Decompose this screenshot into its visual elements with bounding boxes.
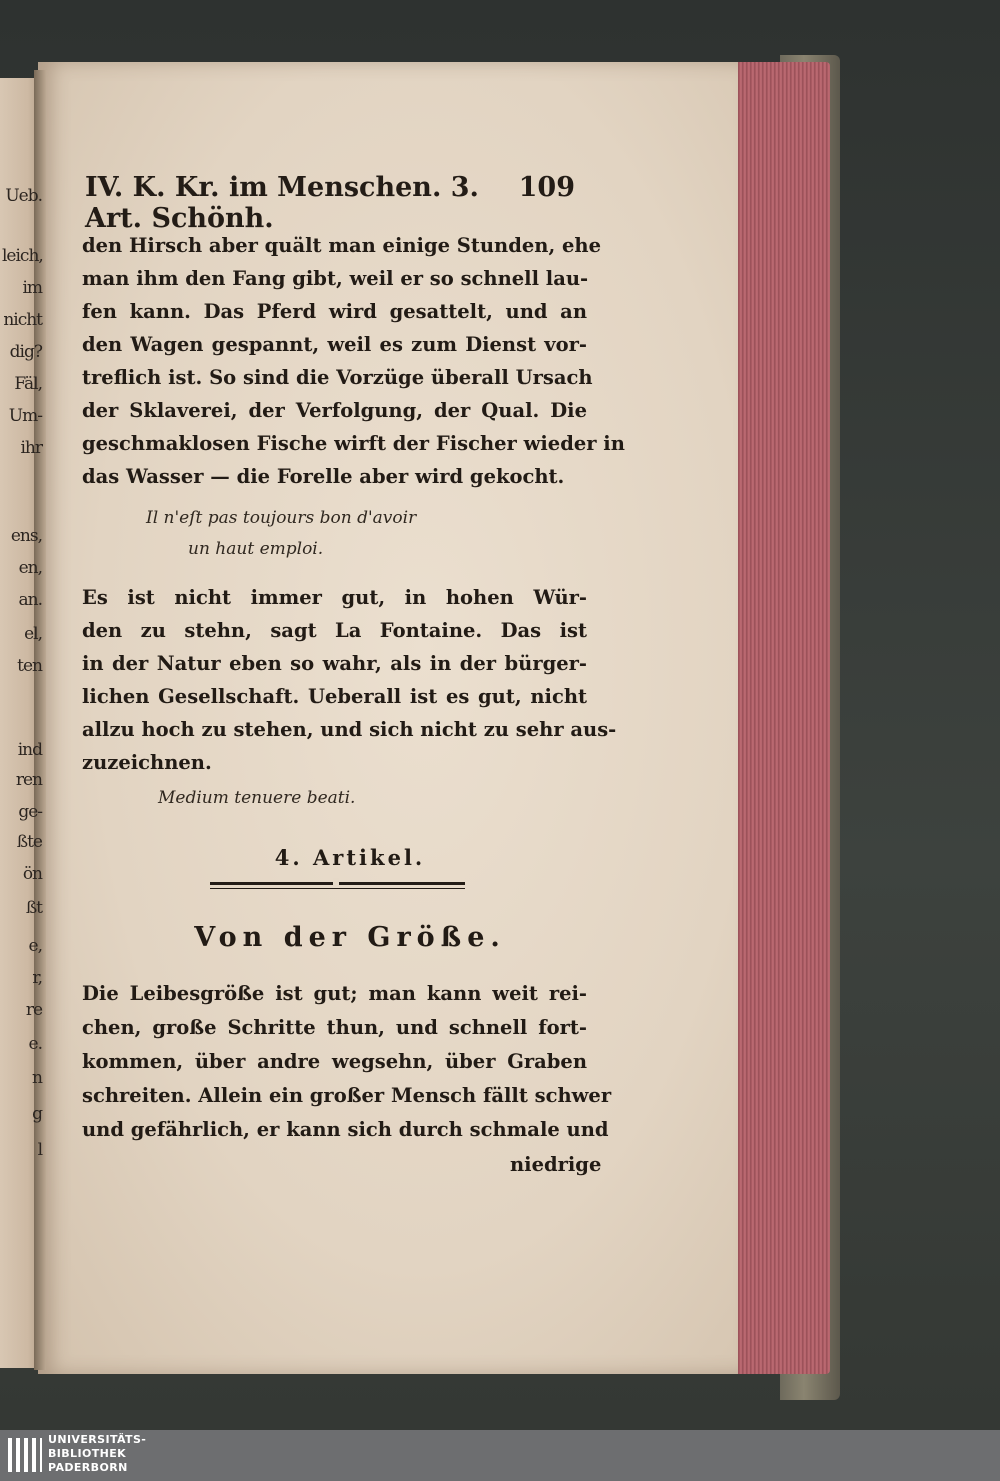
- logo-line-3: PADERBORN: [48, 1461, 128, 1474]
- text-line: das Wasser — die Forelle aber wird gekocht.: [82, 465, 565, 488]
- running-header: [85, 172, 575, 234]
- left-page-fragment: Um-: [8, 406, 42, 426]
- left-page-fragment: ge-: [18, 802, 42, 822]
- header-title: IV. K. Kr. im Menschen. 3. Art. Schönh.: [85, 172, 479, 234]
- logo-line-1: UNIVERSITÄTS-: [48, 1433, 147, 1446]
- left-page-fragment: e,: [28, 936, 42, 956]
- page-number: 109: [518, 172, 575, 203]
- text-line: fen kann. Das Pferd wird gesattelt, und an: [82, 300, 587, 323]
- section-title: Von der Größe.: [194, 922, 506, 953]
- left-page-fragment: an.: [18, 590, 42, 610]
- library-logo-text: [48, 1433, 146, 1475]
- heading-rule-gap: [333, 878, 339, 886]
- text-line: der Sklaverei, der Verfolgung, der Qual. Die: [82, 399, 587, 422]
- text-line: und gefährlich, er kann sich durch schmale und: [82, 1118, 609, 1141]
- text-line: Die Leibesgröße ist gut; man kann weit rei-: [82, 982, 587, 1005]
- left-page-fragment: ihr: [20, 438, 42, 458]
- text-line: zuzeichnen.: [82, 751, 212, 774]
- quote-french-line-2: un haut emploi.: [188, 539, 324, 559]
- text-line: chen, große Schritte thun, und schnell fort-: [82, 1016, 587, 1039]
- library-footer-bar: [0, 1430, 1000, 1481]
- article-heading: 4. Artikel.: [274, 845, 426, 870]
- left-page-fragment: im: [22, 278, 42, 298]
- text-line: allzu hoch zu stehen, und sich nicht zu sehr aus-: [82, 718, 617, 741]
- left-page-fragment: dig?: [9, 342, 42, 362]
- left-page-fragment: ön: [22, 864, 42, 884]
- text-line: den zu stehn, sagt La Fontaine. Das ist: [82, 619, 587, 642]
- left-page-fragment: ten: [17, 656, 42, 676]
- left-page-fragment: leich,: [2, 246, 43, 266]
- quote-french-line-1: Il n'eſt pas toujours bon d'avoir: [146, 508, 417, 528]
- library-logo-icon: [6, 1434, 44, 1476]
- left-page-fragment: n: [32, 1068, 42, 1088]
- left-page-fragment: e.: [28, 1034, 42, 1054]
- left-page-fragment: l: [37, 1140, 42, 1160]
- catchword: niedrige: [510, 1153, 602, 1176]
- text-line: den Wagen gespannt, weil es zum Dienst vor-: [82, 333, 587, 356]
- left-page-fragment: Fäl,: [14, 374, 42, 394]
- text-line: lichen Gesellschaft. Ueberall ist es gut, nicht: [82, 685, 587, 708]
- left-page-fragment: ind: [17, 740, 42, 760]
- text-line: den Hirsch aber quält man einige Stunden, ehe: [82, 234, 602, 257]
- left-page-fragment: ßt: [25, 898, 42, 918]
- page-edges: [735, 62, 830, 1374]
- left-page-fragment: re: [25, 1000, 42, 1020]
- left-page-fragment: g: [32, 1104, 42, 1124]
- text-line: schreiten. Allein ein großer Mensch fällt schwer: [82, 1084, 612, 1107]
- left-page-fragment: ens,: [10, 526, 42, 546]
- text-line: treflich ist. So sind die Vorzüge überall Ursach: [82, 366, 593, 389]
- left-page-fragment: el,: [24, 624, 42, 644]
- quote-latin: Medium tenuere beati.: [158, 788, 356, 808]
- text-line: Es ist nicht immer gut, in hohen Wür-: [82, 586, 587, 609]
- logo-line-2: BIBLIOTHEK: [48, 1447, 127, 1460]
- left-page-fragment: nicht: [3, 310, 42, 330]
- left-page-fragment: en,: [18, 558, 42, 578]
- left-page-fragment: r,: [32, 968, 42, 988]
- text-line: in der Natur eben so wahr, als in der bürger-: [82, 652, 587, 675]
- text-line: man ihm den Fang gibt, weil er so schnell lau-: [82, 267, 589, 290]
- left-page-fragment: ßte: [16, 832, 42, 852]
- left-page-fragment: ren: [15, 770, 42, 790]
- left-page-fragment: Ueb.: [5, 186, 42, 206]
- text-line: kommen, über andre wegsehn, über Graben: [82, 1050, 587, 1073]
- text-line: geschmaklosen Fische wirft der Fischer wieder in: [82, 432, 625, 455]
